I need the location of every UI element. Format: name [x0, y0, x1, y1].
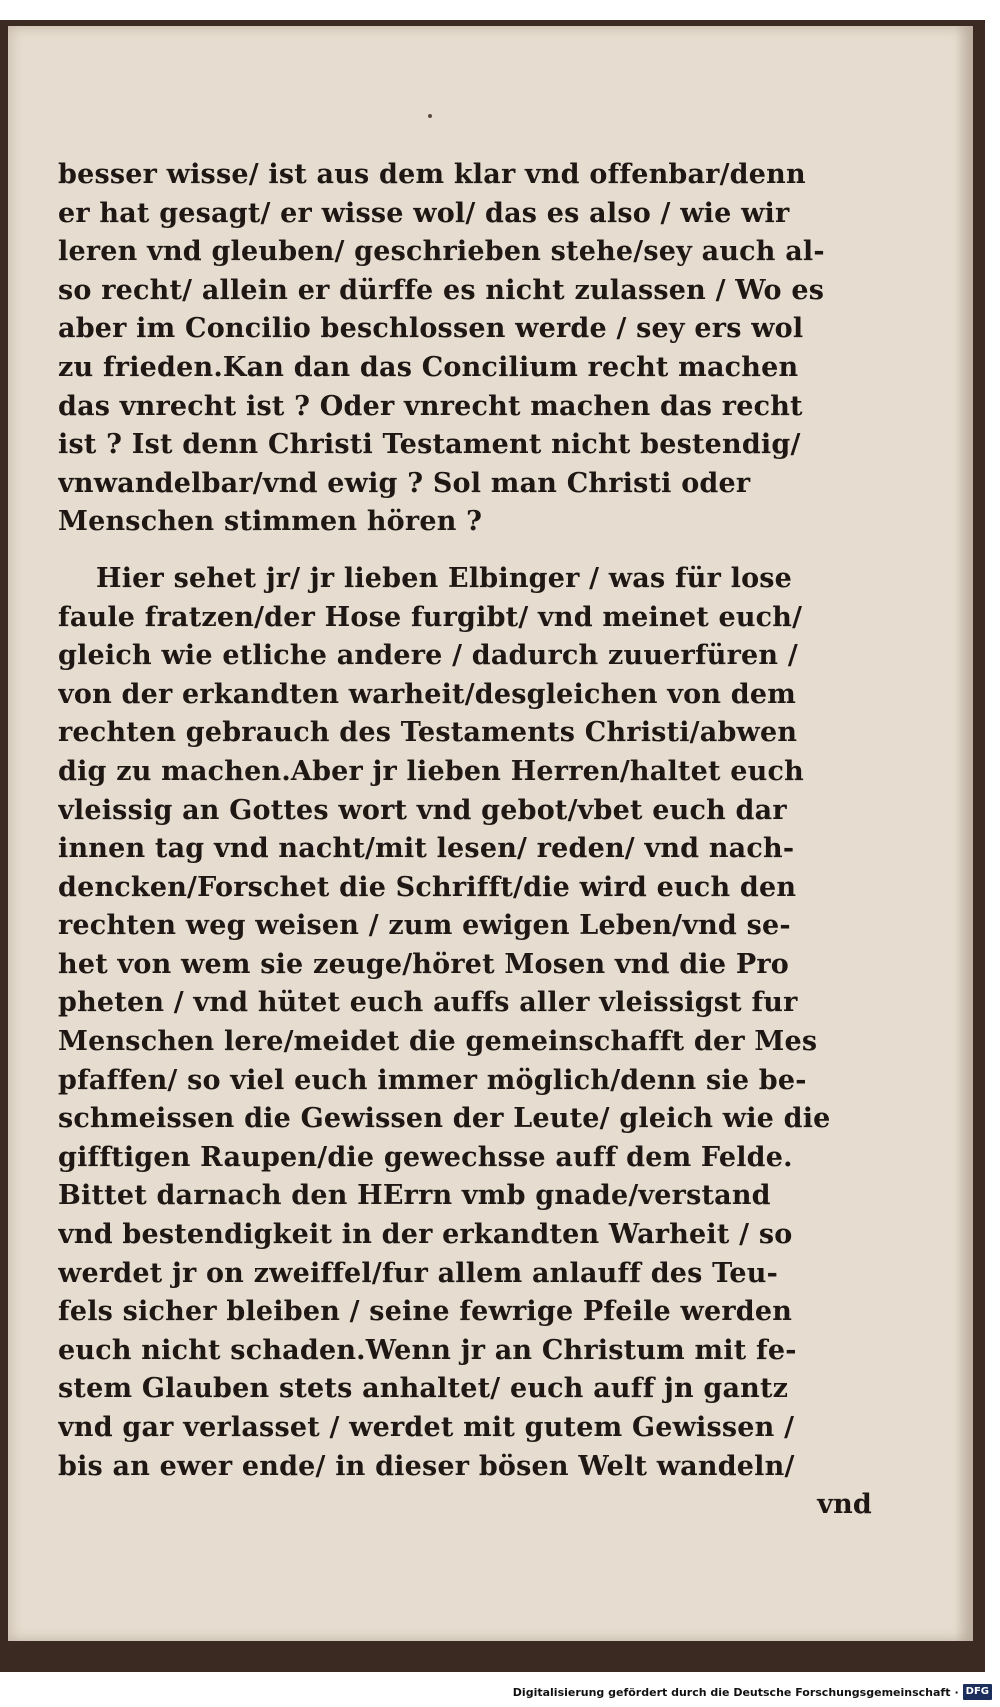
text-line-3: leren vnd gleuben/ geschrieben stehe/sey auch al- — [58, 236, 825, 268]
text-line-1: besser wisse/ ist aus dem klar vnd offenbar/denn — [58, 159, 806, 190]
text-line-22: pheten / vnd hütet euch auffs aller vleissigst fur — [58, 987, 798, 1019]
text-line-2: er hat gesagt/ er wisse wol/ das es also / wie wir — [58, 197, 790, 229]
text-line-17: vleissig an Gottes wort vnd gebot/vbet euch dar — [58, 794, 787, 826]
text-line-9: vnwandelbar/vnd ewig ? Sol man Christi oder — [58, 467, 751, 499]
text-line-4: so recht/ allein er dürffe es nicht zulassen / Wo es — [58, 274, 825, 306]
dfg-logo: DFG — [963, 1684, 992, 1700]
text-line-23: Menschen lere/meidet die gemeinschafft der Mes — [58, 1026, 818, 1058]
text-line-26: gifftigen Raupen/die gewechsse auff dem Felde. — [58, 1141, 793, 1173]
text-line-32: stem Glauben stets anhaltet/ euch auff jn gantz — [58, 1373, 789, 1405]
text-line-29: werdet jr on zweiffel/fur allem anlauff des Teu- — [58, 1257, 778, 1289]
catchword: vnd — [817, 1489, 872, 1521]
separator-dot: · — [954, 1685, 959, 1699]
text-line-8: ist ? Ist denn Christi Testament nicht bestendig/ — [58, 429, 801, 461]
text-line-34: bis an ewer ende/ in dieser bösen Welt wandeln/ — [58, 1450, 795, 1482]
text-line-11: Hier sehet jr/ jr lieben Elbinger / was für lose — [96, 562, 793, 594]
funding-credit — [513, 1681, 992, 1703]
book-page — [8, 26, 973, 1641]
text-line-13: gleich wie etliche andere / dadurch zuuerfüren / — [58, 640, 798, 672]
text-line-10: Menschen stimmen hören ? — [58, 506, 483, 538]
text-line-30: fels sicher bleiben / seine fewrige Pfeile werden — [58, 1296, 793, 1328]
text-line-25: schmeissen die Gewissen der Leute/ gleich wie die — [58, 1103, 831, 1135]
text-line-27: Bittet darnach den HErrn vmb gnade/verstand — [58, 1180, 771, 1212]
page-text — [58, 156, 878, 1525]
text-line-14: von der erkandten warheit/desgleichen von dem — [58, 678, 797, 710]
text-line-7: das vnrecht ist ? Oder vnrecht machen das recht — [58, 390, 803, 422]
text-line-5: aber im Concilio beschlossen werde / sey ers wol — [58, 313, 804, 345]
text-line-24: pfaffen/ so viel euch immer möglich/denn sie be- — [58, 1064, 807, 1096]
text-line-18: innen tag vnd nacht/mit lesen/ reden/ vnd nach- — [58, 833, 795, 865]
text-line-15: rechten gebrauch des Testaments Christi/abwen — [58, 717, 798, 749]
text-line-12: faule fratzen/der Hose furgibt/ vnd meinet euch/ — [58, 601, 803, 633]
text-line-19: dencken/Forschet die Schrifft/die wird euch den — [58, 871, 797, 903]
text-line-31: euch nicht schaden.Wenn jr an Christum mit fe- — [58, 1334, 797, 1366]
text-line-6: zu frieden.Kan dan das Concilium recht machen — [58, 351, 799, 383]
text-line-33: vnd gar verlasset / werdet mit gutem Gewissen / — [58, 1412, 795, 1443]
text-line-16: dig zu machen.Aber jr lieben Herren/haltet euch — [58, 755, 804, 787]
funding-credit-text: Digitalisierung gefördert durch die Deutsche Forschungsgemeinschaft — [512, 1685, 951, 1699]
ink-speck — [428, 114, 432, 118]
text-line-28: vnd bestendigkeit in der erkandten Warheit / so — [58, 1219, 793, 1251]
text-line-20: rechten weg weisen / zum ewigen Leben/vnd se- — [58, 910, 791, 942]
text-line-21: het von wem sie zeuge/höret Mosen vnd die Pro — [58, 948, 789, 980]
